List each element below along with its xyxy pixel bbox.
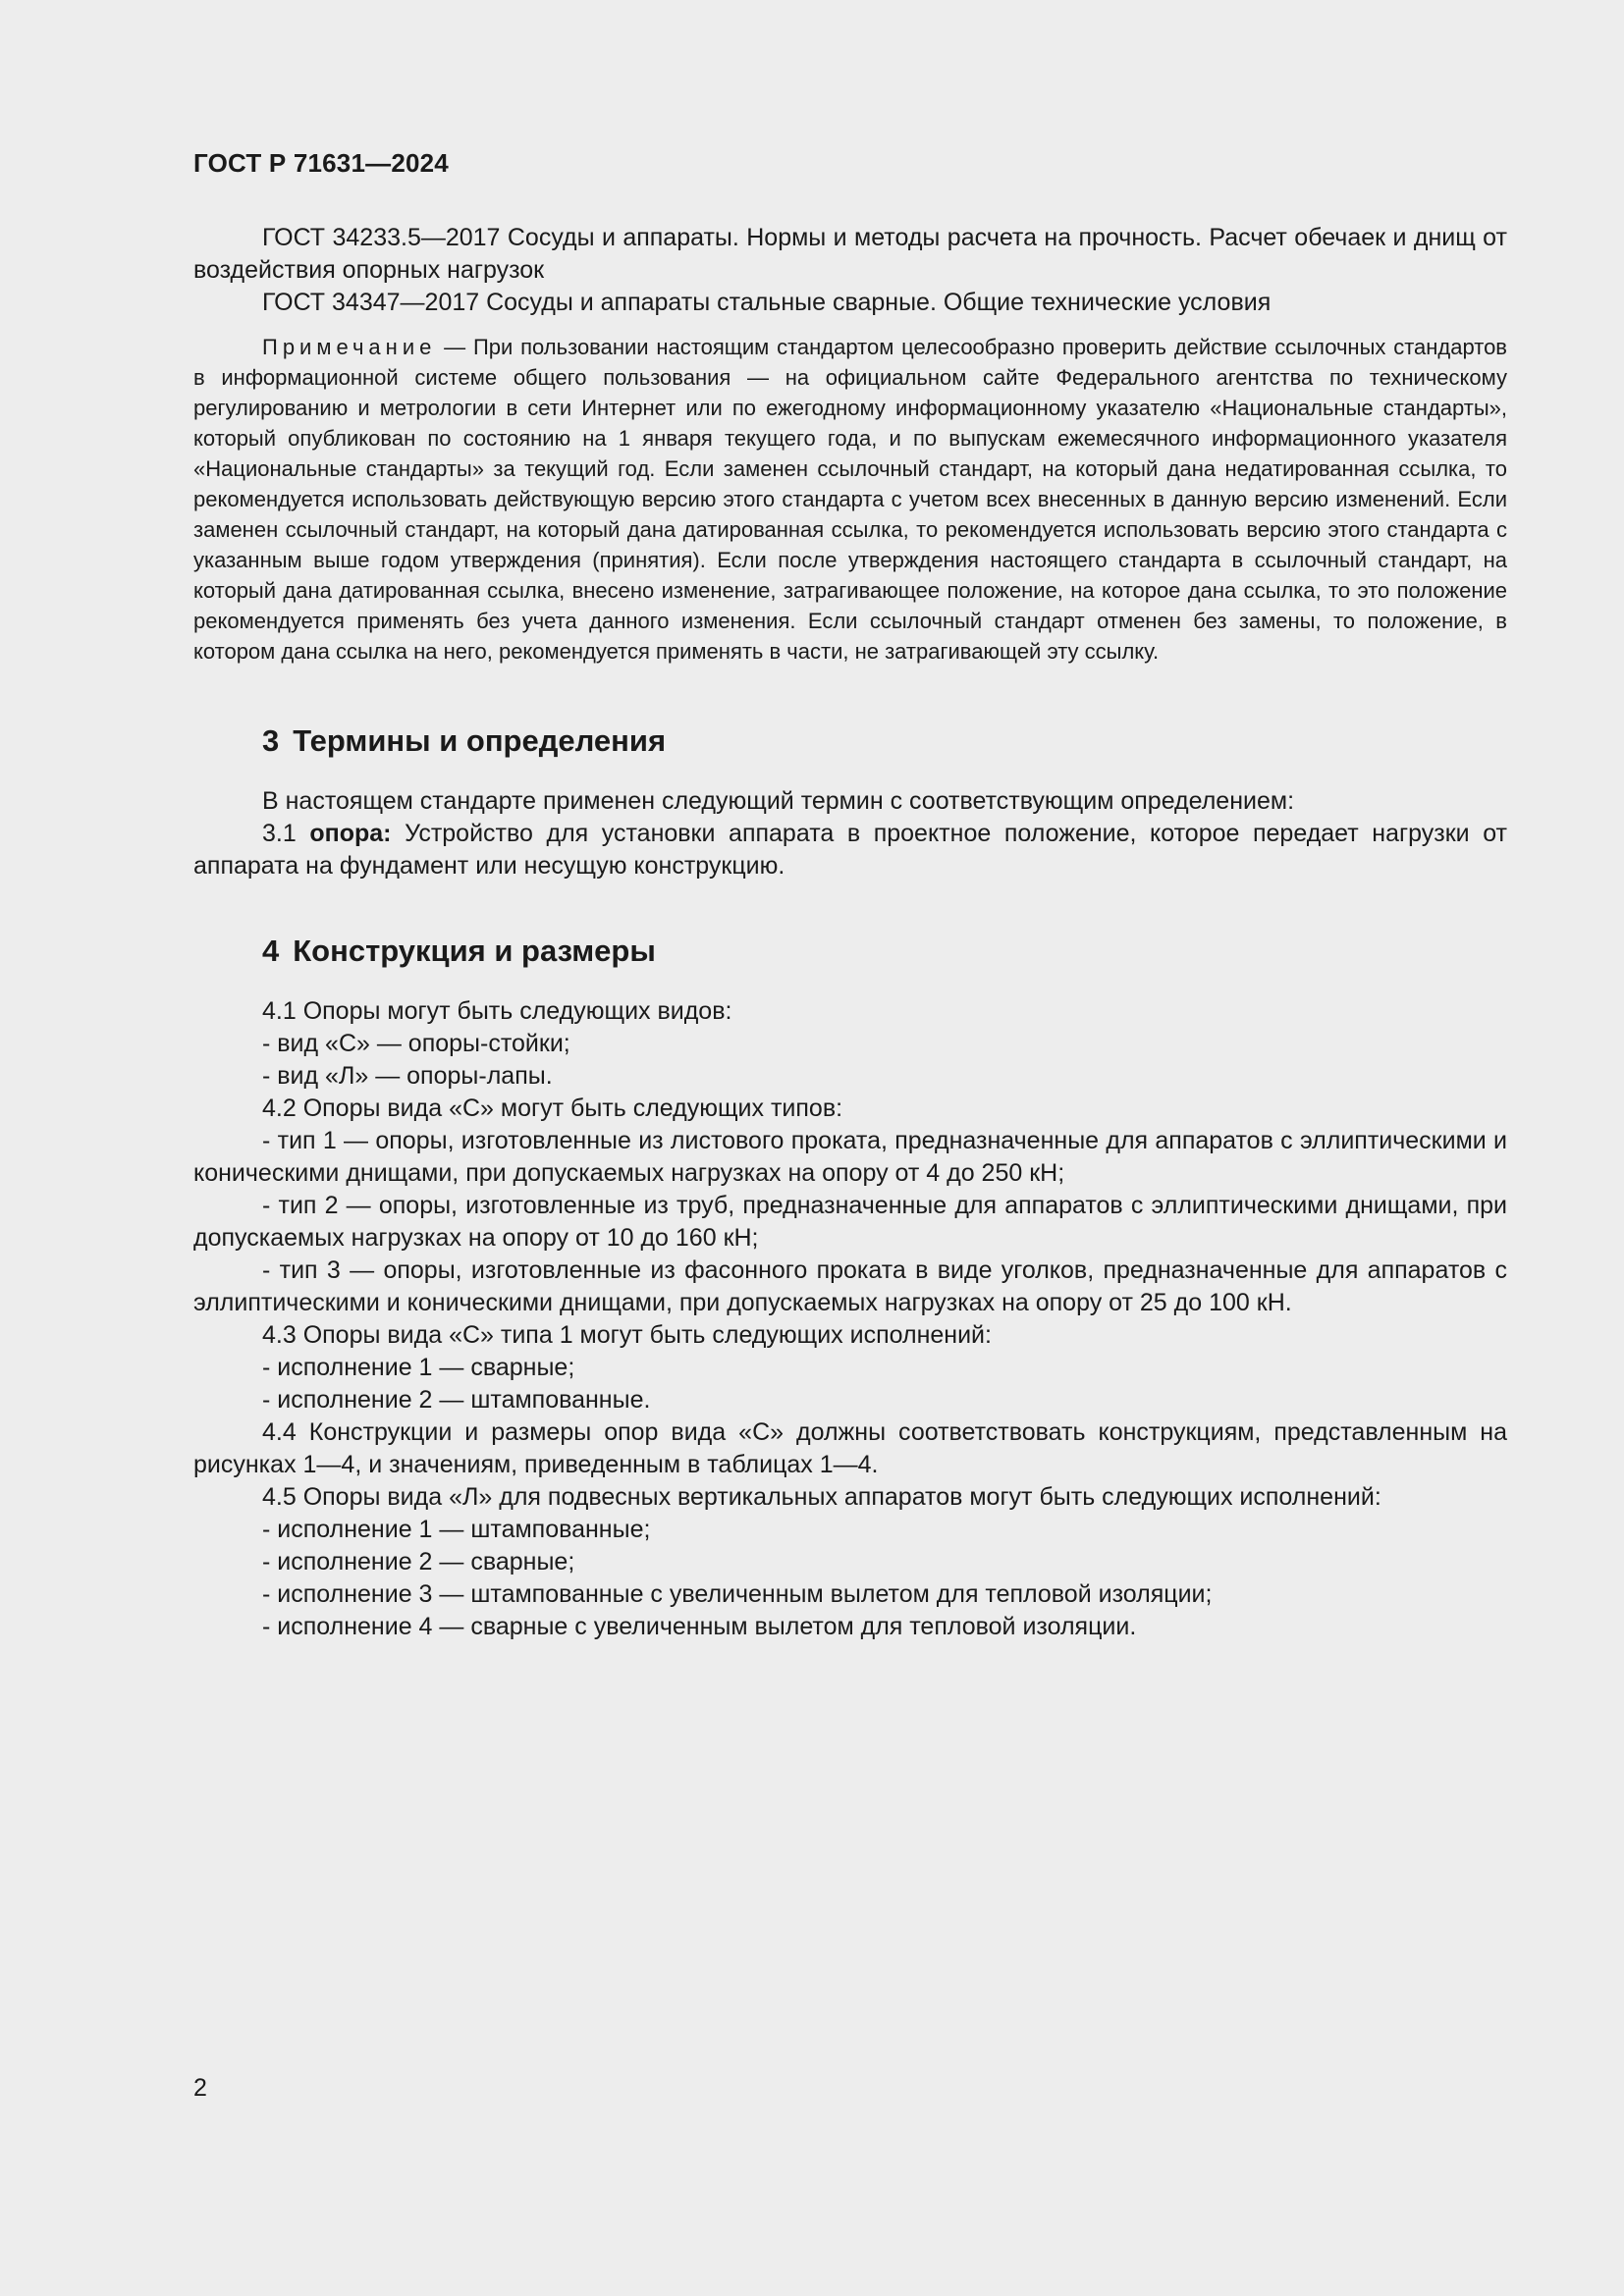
- term-name: опора:: [309, 820, 392, 847]
- note-label: Примечание: [262, 335, 437, 359]
- section-4-line: - вид «С» — опоры-стойки;: [262, 1030, 570, 1057]
- section-4-line: 4.5 Опоры вида «Л» для подвесных вертикальных аппаратов могут быть следующих исполнений:: [262, 1483, 1381, 1511]
- note-text: — При пользовании настоящим стандартом целесообразно проверить действие ссылочных стандартов в информационной системе общего пользования — на официальном сайте Федерального агентства по техническому регулированию и метрологии в сети Интернет или по ежегодному информационному указателю «Национальные стандарты», который опубликован по состоянию на 1 января текущего года, и по выпускам ежемесячного информационного указателя «Национальные стандарты» за текущий год. Если заменен ссылочный стандарт, на который дана недатированная ссылка, то рекомендуется использовать действующую версию этого стандарта с учетом всех внесенных в данную версию изменений. Если заменен ссылочный стандарт, на который дана датированная ссылка, то рекомендуется использовать версию этого стандарта с указанным выше годом утверждения (принятия). Если после утверждения настоящего стандарта в ссылочный стандарт, на который дана датированная ссылка, внесено изменение, затрагивающее положение, на которое дана ссылка, то это положение рекомендуется применять без учета данного изменения. Если ссылочный стандарт отменен без замены, то положение, в котором дана ссылка на него, рекомендуется применять в части, не затрагивающей эту ссылку.: [193, 335, 1507, 664]
- section-4-line: - тип 2 — опоры, изготовленные из труб, предназначенные для аппаратов с эллиптическими днищами, при допускаемых нагрузках на опору от 10 до 160 кН;: [193, 1192, 1507, 1252]
- section-4-line: - исполнение 3 — штампованные с увеличенным вылетом для тепловой изоляции;: [262, 1580, 1213, 1608]
- section-4-line: 4.1 Опоры могут быть следующих видов:: [262, 997, 732, 1025]
- section-number: 3: [262, 723, 280, 758]
- reference-item: ГОСТ 34233.5—2017 Сосуды и аппараты. Нормы и методы расчета на прочность. Расчет обечаек и днищ от воздействия опорных нагрузок: [193, 224, 1507, 284]
- section-4-line: - тип 1 — опоры, изготовленные из листового проката, предназначенные для аппаратов с эллиптическими и коническими днищами, при допускаемых нагрузках на опору от 4 до 250 кН;: [193, 1127, 1507, 1187]
- term-number: 3.1: [262, 820, 297, 847]
- section-4-line: - исполнение 1 — сварные;: [262, 1354, 575, 1381]
- section-4-line: - исполнение 1 — штампованные;: [262, 1516, 651, 1543]
- section-4-line: - вид «Л» — опоры-лапы.: [262, 1062, 553, 1090]
- page-number: 2: [193, 2074, 207, 2102]
- term-definition: [193, 818, 1507, 882]
- term-definition-text: Устройство для установки аппарата в проектное положение, которое передает нагрузки от аппарата на фундамент или несущую конструкцию.: [193, 820, 1507, 880]
- section-4-line: - исполнение 2 — штампованные.: [262, 1386, 651, 1414]
- section-4-line: 4.3 Опоры вида «С» типа 1 могут быть следующих исполнений:: [262, 1321, 992, 1349]
- section-3-intro: В настоящем стандарте применен следующий термин с соответствующим определением:: [262, 787, 1295, 815]
- section-4-title: [193, 932, 1507, 971]
- note-paragraph: [193, 332, 1507, 667]
- section-3-title: [193, 721, 1507, 761]
- section-number: 4: [262, 934, 280, 968]
- reference-item: ГОСТ 34347—2017 Сосуды и аппараты стальные сварные. Общие технические условия: [262, 289, 1272, 316]
- section-4-line: - исполнение 4 — сварные с увеличенным вылетом для тепловой изоляции.: [262, 1613, 1137, 1640]
- section-4-line: - исполнение 2 — сварные;: [262, 1548, 575, 1575]
- page-content: [193, 222, 1507, 1643]
- document-header: ГОСТ Р 71631—2024: [193, 148, 449, 178]
- section-4-line: - тип 3 — опоры, изготовленные из фасонного проката в виде уголков, предназначенные для аппаратов с эллиптическими и коническими днищами, при допускаемых нагрузках на опору от 25 до 100 кН.: [193, 1256, 1507, 1316]
- section-title-text: Конструкция и размеры: [293, 934, 656, 968]
- section-4-line: 4.2 Опоры вида «С» могут быть следующих типов:: [262, 1095, 843, 1122]
- section-4-body: [193, 995, 1507, 1643]
- section-4-line: 4.4 Конструкции и размеры опор вида «С» должны соответствовать конструкциям, представленным на рисунках 1—4, и значениям, приведенным в таблицах 1—4.: [193, 1418, 1507, 1478]
- section-title-text: Термины и определения: [293, 723, 667, 758]
